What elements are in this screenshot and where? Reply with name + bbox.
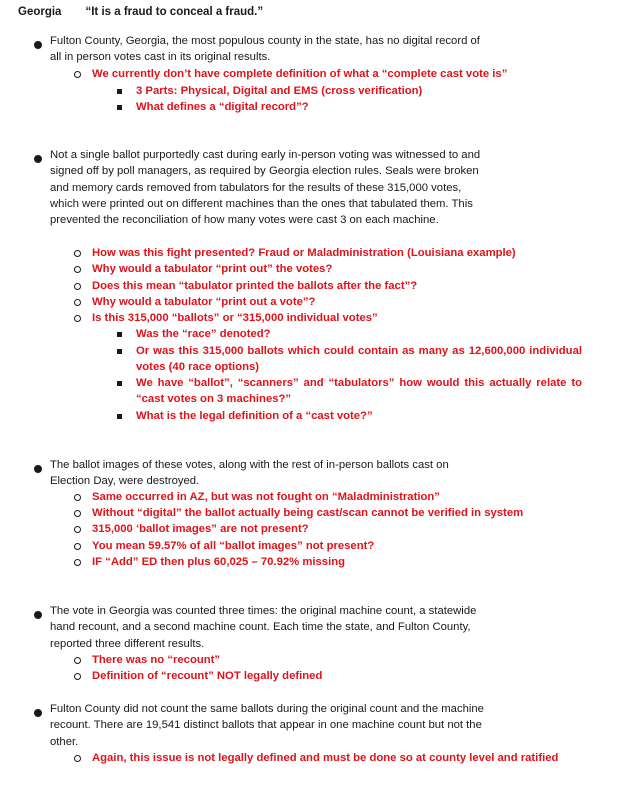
bullet-5-text: Fulton County did not count the same ballots during the original count and the machine recount. There are 19,541 distinct ballots that appear in one machine count but not the other. (50, 703, 484, 748)
header-state: Georgia (18, 6, 62, 18)
bullet-3-text: The ballot images of these votes, along with the rest of in-person ballots cast on Election Day, were destroyed. (50, 459, 449, 488)
bullet-4-sub-2: Definition of “recount” NOT legally defined (74, 668, 594, 684)
bullet-2-sub-1: How was this fight presented? Fraud or Maladministration (Louisiana example) (74, 245, 594, 261)
bullet-1-marker (34, 41, 42, 49)
bullet-2-sub-2: Why would a tabulator “print out” the votes? (74, 261, 594, 277)
bullet-5-marker (34, 709, 42, 717)
bullet-3-sub-2: Without “digital” the ballot actually being cast/scan cannot be verified in system (74, 505, 594, 521)
bullet-1-sub-1: We currently don’t have complete definition of what a “complete cast vote is” (74, 66, 594, 82)
document-page: Georgia “It is a fraud to conceal a fraud.” Fulton County, Georgia, the most populous county in the state, has no digital record of all in person votes cast in its original results. We currently don’t have complete definition of what a “complete cast vote is” 3 Parts: Physical, Digital and EMS (cross verification) What defines a “digital record”? Not a single ballot purportedly cast during early in-person voting was witnessed to and signed off by poll managers, as required by Georgia election rules. Seals were broken and memory cards removed from tabulators for the results of these 315,000 votes, which were printed out on different machines than the ones that tabulated them. This prevented the reconciliation of how many votes were cast 3 on each machine. How was this fight presented? Fraud or Maladministration (Louisiana example) Why would a tabulator “print out” the votes? Does this mean “tabulator printed the ballots after the fact”? Why would a tabulator “print out a vote”? Is this 315,000 “ballots” or “315,000 individual votes” Was the “race” denoted? Or was this 315,000 ballots which could contain as many as 12,600,000 individual votes (40 race options) We have “ballot”, “scanners” and “tabulators” how would this actually relate to “cast votes on 3 machines?” What is the legal definition of a “cast vote?” The ballot images of these votes, along with the rest of in-person ballots cast on Election Day, were destroyed. Same occurred in AZ, but was not fought on “Maladministration” Without “digital” the ballot actually being cast/scan cannot be verified in system 315,000 ‘ballot images” are not present? You mean 59.57% of all “ballot images” not present? IF “Add” ED then plus 60,025 – 70.92% missing The vote in Georgia was counted three times: the original machine count, a statewide hand recount, and a second machine count. Each time the state, and Fulton County, reported three different results. There was no “recount” Definition of “recount” NOT legally defined Fulton County did not count the same ballots during the original count and the machine recount. There are 19,541 distinct ballots that appear in one machine count but not the other. Again, this issue is not legally defined and must be done so at county level and ratified (0, 0, 631, 802)
header-quote: “It is a fraud to conceal a fraud.” (85, 6, 264, 18)
bullet-2-text: Not a single ballot purportedly cast during early in-person voting was witnessed to and signed off by poll managers, as required by Georgia election rules. Seals were broken and memory cards removed from tabulators for the results of these 315,000 votes, which were printed out on different machines than the ones that tabulated them. This prevented the reconciliation of how many votes were cast 3 on each machine. (50, 149, 481, 227)
bullet-2-sub-4: Why would a tabulator “print out a vote”? (74, 294, 594, 310)
bullet-2-sub-3: Does this mean “tabulator printed the ballots after the fact”? (74, 278, 594, 294)
bullet-2-sub-5: Is this 315,000 “ballots” or “315,000 individual votes” (74, 310, 594, 326)
bullet-3-sub-1: Same occurred in AZ, but was not fought on “Maladministration” (74, 489, 594, 505)
bullet-1-text: Fulton County, Georgia, the most populous county in the state, has no digital record of all in person votes cast in its original results. (50, 35, 480, 64)
bullet-4-sub-1: There was no “recount” (74, 652, 594, 668)
bullet-4-marker (34, 611, 42, 619)
bullet-2-marker (34, 155, 42, 163)
bullet-3-sub-5: IF “Add” ED then plus 60,025 – 70.92% missing (74, 554, 594, 570)
bullet-3-marker (34, 465, 42, 473)
document-header (18, 6, 263, 18)
bullet-5-sub-1: Again, this issue is not legally defined and must be done so at county level and ratified (74, 750, 594, 766)
bullet-3-sub-3: 315,000 ‘ballot images” are not present? (74, 521, 594, 537)
bullet-3-sub-4: You mean 59.57% of all “ballot images” not present? (74, 538, 594, 554)
bullet-4-text: The vote in Georgia was counted three times: the original machine count, a statewide hand recount, and a second machine count. Each time the state, and Fulton County, reported three different results. (50, 605, 477, 650)
